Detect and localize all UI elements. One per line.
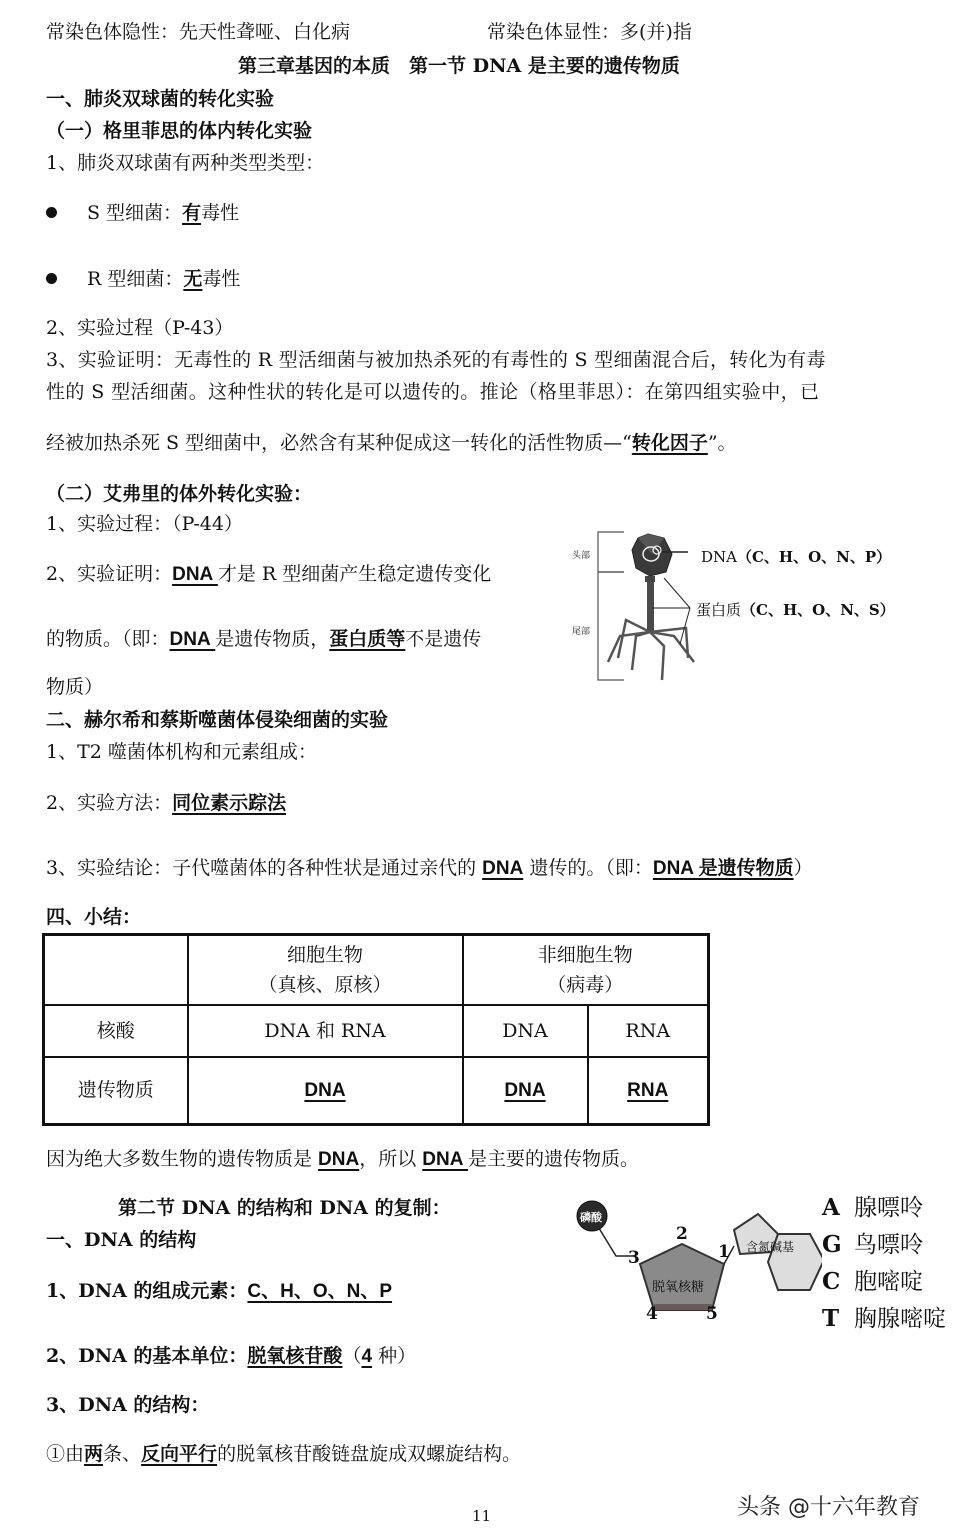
- table-cell: RNA: [588, 1005, 709, 1057]
- base-legend-c: [822, 1264, 923, 1300]
- key-protein: 蛋白质等: [329, 629, 406, 650]
- text: 3、实验结论：子代噬菌体的各种性状是通过亲代的: [46, 857, 483, 879]
- text: ，所以: [359, 1148, 423, 1170]
- table-header-cellular: [188, 935, 463, 1005]
- watermark: 头条 @十六年教育: [737, 1495, 920, 1520]
- base-legend-t: [822, 1301, 946, 1337]
- summary-heading: 四、小结：: [46, 906, 142, 928]
- key-dna: DNA: [304, 1079, 346, 1101]
- table-row-label: 遗传物质: [44, 1057, 188, 1125]
- section-heading-hershey-chase: 二、赫尔希和蔡斯噬菌体侵染细菌的实验: [46, 709, 389, 731]
- base-letter: A: [822, 1194, 840, 1221]
- item-avery-proof-line2: [46, 626, 481, 653]
- key-answer: 无: [183, 269, 203, 290]
- text: DNA: [701, 548, 737, 566]
- text: 条、: [103, 1443, 142, 1465]
- text: 是遗传物质，: [215, 628, 330, 650]
- item-dna-elements: [46, 1278, 392, 1305]
- text: 1、DNA 的组成元素：: [46, 1280, 248, 1302]
- base-legend-a: [822, 1190, 923, 1226]
- phage-diagram: [572, 528, 950, 688]
- chapter-title: 第三章基因的本质 第一节 DNA 是主要的遗传物质: [238, 55, 680, 77]
- text: 不是遗传: [405, 628, 482, 650]
- subsection-heading-griffith: （一）格里菲思的体内转化实验: [46, 120, 313, 142]
- item-proof-line1: 3、实验证明：无毒性的 R 型活细菌与被加热杀死的有毒性的 S 型细菌混合后，转化为有毒: [46, 349, 826, 371]
- label-dna: [701, 546, 891, 567]
- item-dna-unit: [46, 1343, 416, 1370]
- item-two-types: 1、肺炎双球菌有两种类型类型：: [46, 152, 325, 174]
- table-row: [44, 1057, 709, 1125]
- item-double-helix: [46, 1441, 521, 1468]
- item-proof-line3: [46, 430, 737, 457]
- table-header-row: [44, 935, 709, 1005]
- text: 的脱氧核苷酸链盘旋成双螺旋结构。: [217, 1443, 522, 1465]
- table-row-label: 核酸: [44, 1005, 188, 1057]
- base-letter: G: [822, 1231, 842, 1258]
- key-rna: RNA: [627, 1079, 669, 1101]
- table-cell: [188, 1057, 463, 1125]
- table-header-noncellular: [463, 935, 709, 1005]
- summary-table: [42, 933, 710, 1126]
- bullet-suffix: 毒性: [202, 268, 241, 290]
- key-dna-genetic-material: DNA 是遗传物质: [652, 858, 794, 879]
- base-name: 腺嘌呤: [854, 1195, 923, 1221]
- bullet-prefix: R 型细菌：: [87, 268, 184, 290]
- item-avery-proof-line1: [46, 561, 491, 588]
- carbon-3: 3: [628, 1248, 640, 1268]
- item-t2-structure: 1、T2 噬菌体机构和元素组成：: [46, 741, 317, 763]
- item-method: [46, 790, 286, 817]
- text: 遗传的。（即：: [523, 857, 653, 879]
- bullet-prefix: S 型细菌：: [87, 202, 183, 224]
- carbon-4: 4: [646, 1304, 658, 1324]
- item-avery-proof-line3: 物质）: [46, 676, 104, 698]
- key-dna: DNA: [172, 564, 218, 585]
- key-antiparallel: 反向平行: [141, 1444, 218, 1465]
- key-dna: DNA: [169, 629, 216, 650]
- key-deoxynucleotide: 脱氧核苷酸: [247, 1346, 343, 1367]
- base-legend-g: [822, 1227, 923, 1263]
- item-proof-line2: 性的 S 型活细菌。这种性状的转化是可以遗传的。推论（格里菲思）：在第四组实验中，已: [46, 381, 820, 403]
- text: 的物质。（即：: [46, 628, 170, 650]
- text: ①由: [46, 1443, 85, 1465]
- page-number: 11: [472, 1507, 492, 1525]
- label-deoxyribose: 脱氧核糖: [652, 1280, 705, 1295]
- text: ”。: [707, 432, 737, 454]
- table-cell: [463, 1057, 588, 1125]
- text: 因为绝大多数生物的遗传物质是: [46, 1148, 319, 1170]
- item-dna-structure: 3、DNA 的结构：: [46, 1394, 210, 1416]
- bullet-icon: [46, 207, 57, 218]
- label-tail: 尾部: [572, 627, 591, 637]
- key-dna: DNA: [482, 858, 524, 879]
- key-two: 两: [84, 1444, 104, 1465]
- text: 2、DNA 的基本单位：: [46, 1345, 248, 1367]
- summary-conclusion: [46, 1146, 639, 1173]
- table-row: [44, 1005, 709, 1057]
- text: 经被加热杀死 S 型细菌中，必然含有某种促成这一转化的活性物质—“: [46, 432, 632, 454]
- key-transforming-factor: 转化因子: [631, 433, 708, 454]
- text: 种）: [372, 1345, 417, 1367]
- key-dna: DNA: [318, 1149, 360, 1170]
- base-letter: T: [822, 1305, 840, 1332]
- key-isotope-tracing: 同位素示踪法: [172, 793, 287, 814]
- base-name: 胞嘧啶: [854, 1269, 923, 1295]
- table-cell: [588, 1057, 709, 1125]
- bullet-s-type: [46, 200, 239, 227]
- table-cell: DNA: [463, 1005, 588, 1057]
- key-answer: 有: [182, 203, 202, 224]
- table-cell-empty: [44, 935, 188, 1005]
- key-elements: C、H、O、N、P: [247, 1281, 393, 1302]
- top-line-dominant: 常染色体显性：多(并)指: [487, 21, 692, 43]
- text: ）: [793, 857, 813, 879]
- text: 是主要的遗传物质。: [468, 1148, 640, 1170]
- heading-dna-structure: 一、DNA 的结构: [46, 1229, 197, 1251]
- item-conclusion: [46, 855, 813, 882]
- key-count: 4: [361, 1346, 373, 1367]
- bullet-r-type: [46, 266, 240, 293]
- table-cell: DNA 和 RNA: [188, 1005, 463, 1057]
- text: 才是 R 型细菌产生稳定遗传变化: [217, 563, 492, 585]
- text: （C、H、O、N、S）: [741, 601, 895, 619]
- top-line-recessive: 常染色体隐性：先天性聋哑、白化病: [46, 21, 351, 43]
- label-nitrogen-base: 含氮碱基: [746, 1240, 795, 1254]
- text: （C、H、O、N、P）: [736, 548, 892, 566]
- subsection-heading-avery: （二）艾弗里的体外转化实验：: [46, 483, 313, 505]
- text: 细胞生物: [286, 943, 363, 966]
- text: （真核、原核）: [258, 973, 392, 996]
- section-heading-pneumococcus: 一、肺炎双球菌的转化实验: [46, 88, 275, 110]
- label-protein: [696, 599, 895, 620]
- text: （病毒）: [547, 973, 624, 996]
- item-avery-process: 1、实验过程：（P-44）: [46, 513, 243, 535]
- text: 2、实验方法：: [46, 792, 173, 814]
- bullet-icon: [46, 273, 57, 284]
- section-title-dna-structure: 第二节 DNA 的结构和 DNA 的复制：: [118, 1197, 451, 1219]
- text: （: [342, 1345, 362, 1367]
- carbon-2: 2: [676, 1224, 688, 1244]
- label-phosphate: 磷酸: [580, 1211, 602, 1224]
- key-dna: DNA: [422, 1149, 469, 1170]
- text: 2、实验证明：: [46, 563, 173, 585]
- base-name: 胸腺嘧啶: [854, 1306, 946, 1332]
- label-head: 头部: [572, 551, 591, 561]
- carbon-1: 1: [718, 1242, 730, 1262]
- text: 非细胞生物: [537, 943, 633, 966]
- key-dna: DNA: [504, 1079, 546, 1101]
- bullet-suffix: 毒性: [201, 202, 240, 224]
- item-experiment-process: 2、实验过程（P-43）: [46, 317, 234, 339]
- carbon-5: 5: [706, 1304, 718, 1324]
- text: 蛋白质: [696, 601, 742, 619]
- base-letter: C: [822, 1268, 841, 1295]
- base-name: 鸟嘌呤: [854, 1232, 923, 1258]
